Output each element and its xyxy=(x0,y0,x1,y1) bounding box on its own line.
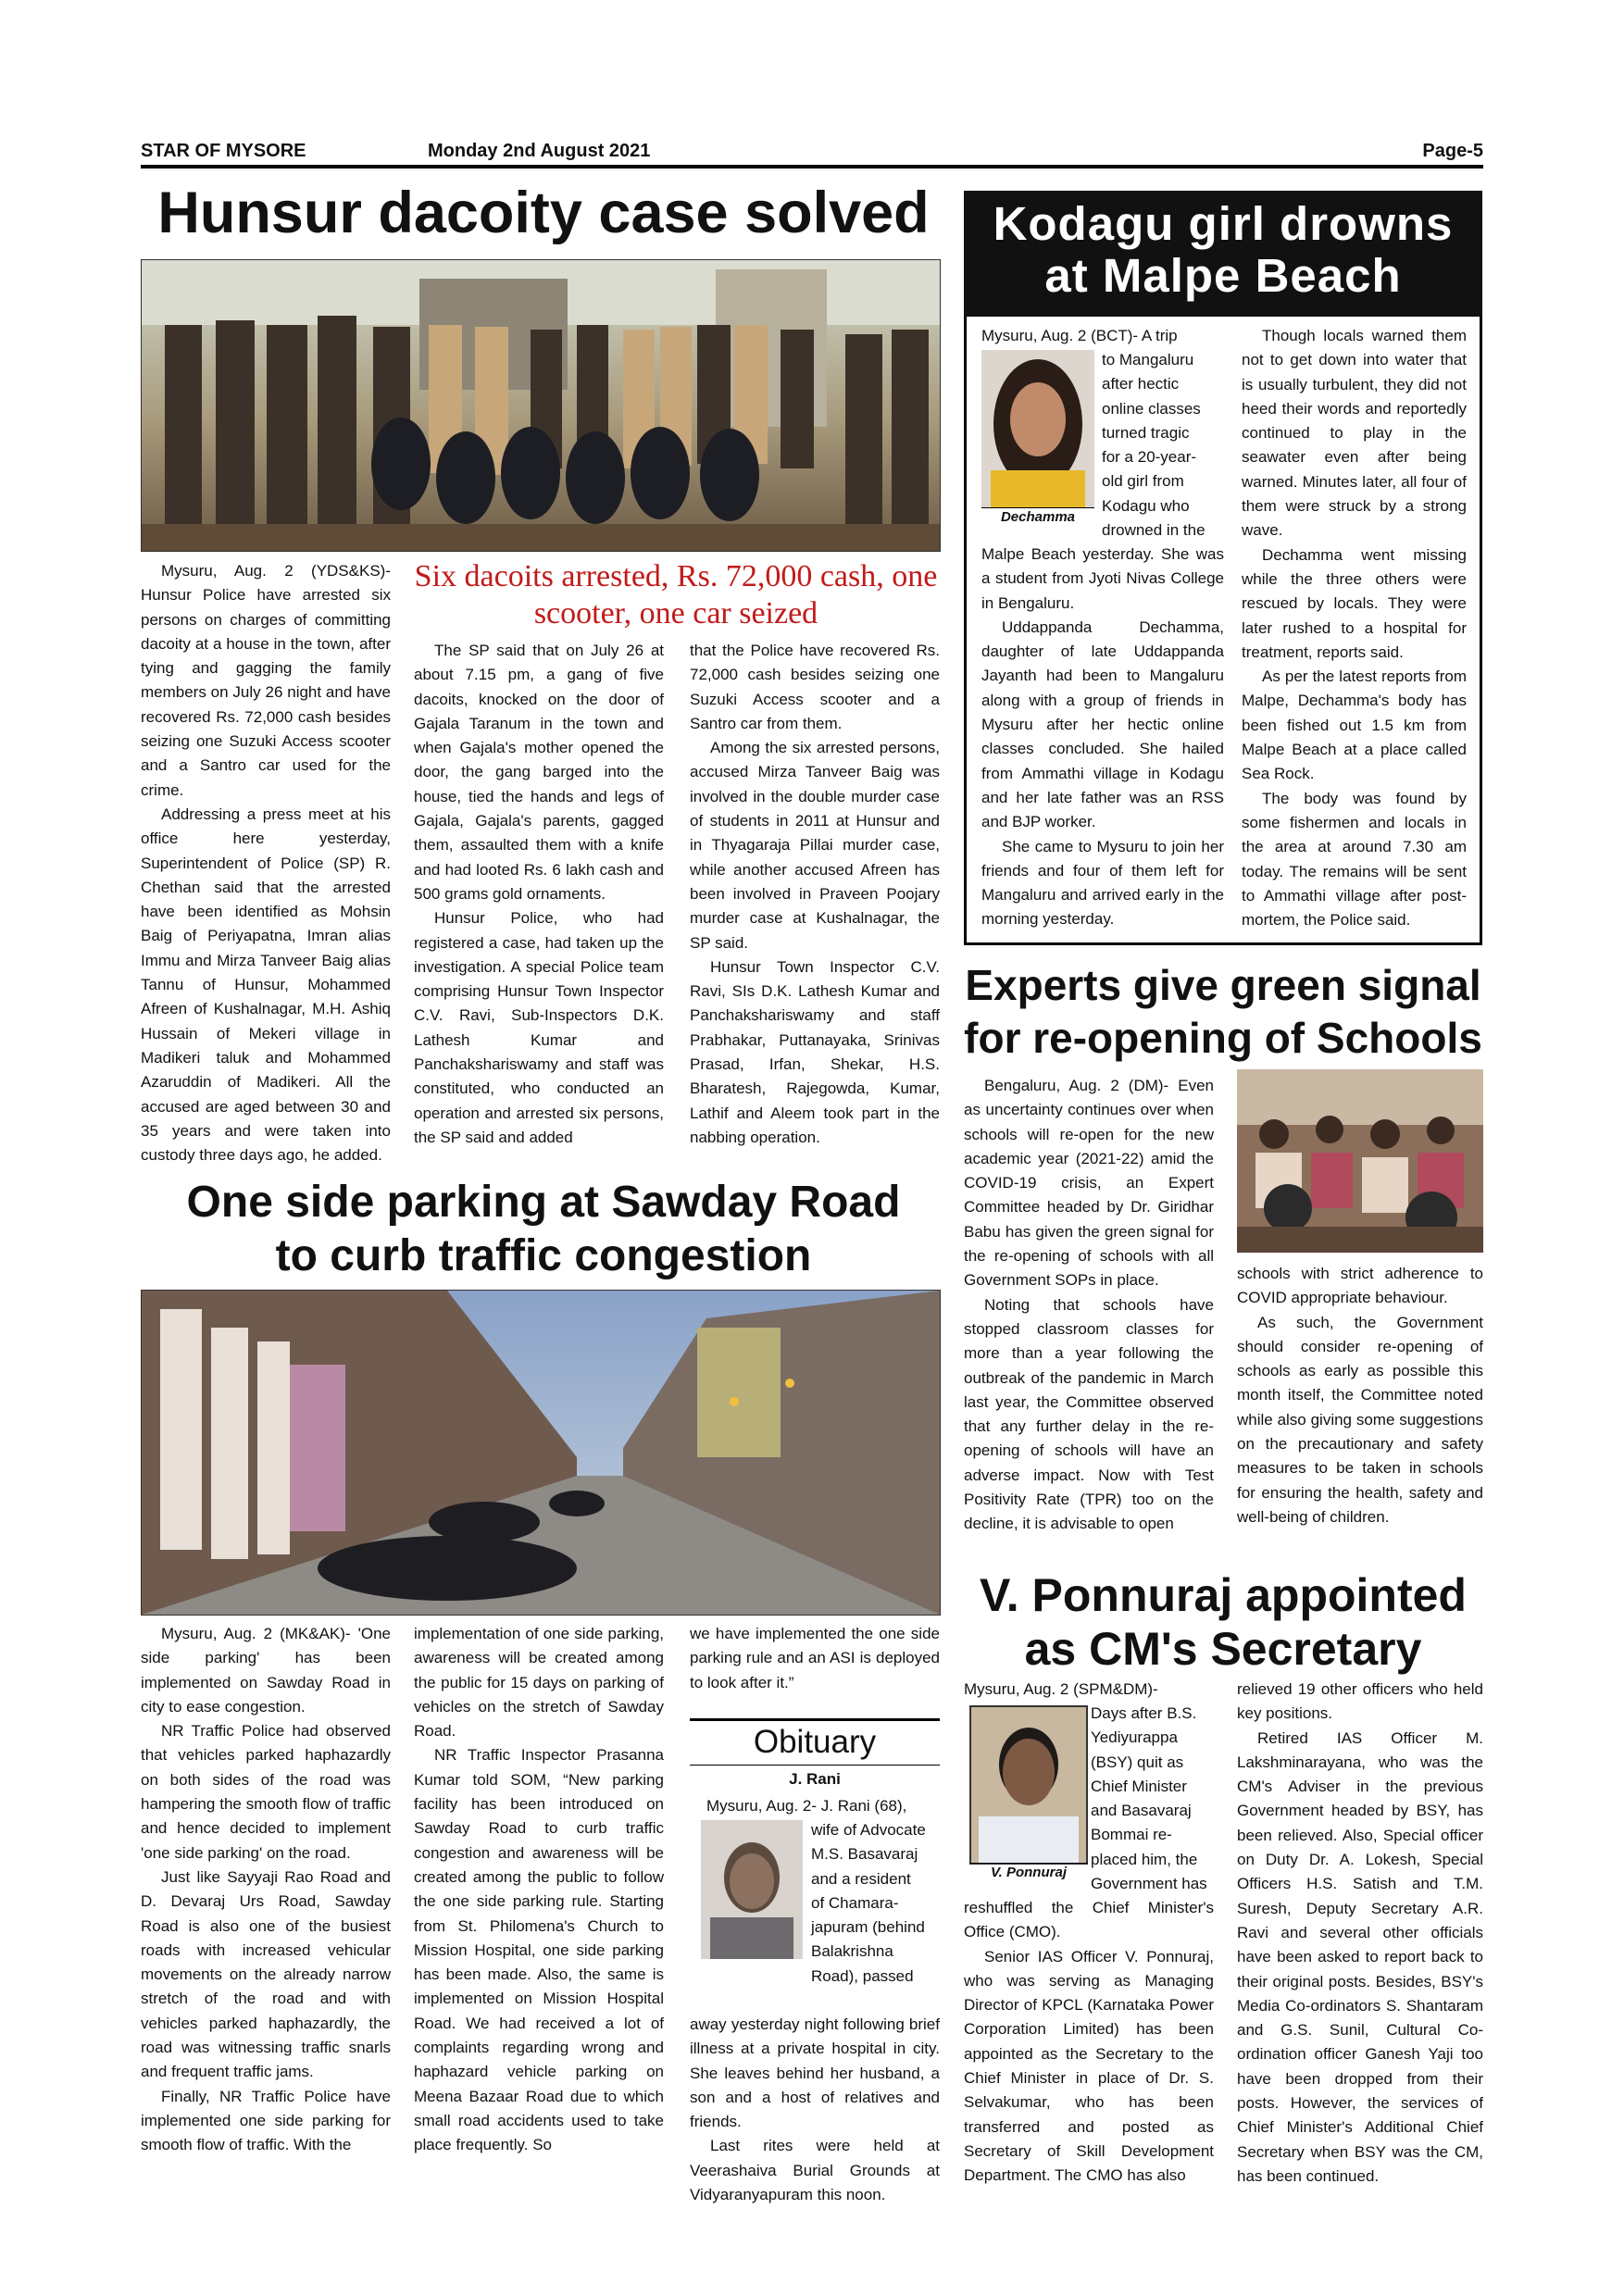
wrap-line: Mysuru, Aug. 2- J. Rani (68), xyxy=(706,1797,907,1815)
dechamma-photo-caption: Dechamma xyxy=(981,507,1094,525)
wrap-line: Road), passed xyxy=(811,1966,914,1985)
hunsur-column-2 xyxy=(414,639,664,1170)
wrap-line: and a resident xyxy=(811,1869,911,1888)
paragraph: She came to Mysuru to join her friends and four of them left for Mangaluru and arrived early in the morning yesterday. xyxy=(981,837,1224,929)
wrap-line: (BSY) quit as xyxy=(1091,1753,1184,1771)
ponnuraj-photo xyxy=(969,1705,1088,1865)
headline-schools xyxy=(964,959,1482,1065)
sawday-road-photo xyxy=(141,1290,941,1616)
headline-parking-line1: One side parking at Sawday Road xyxy=(186,1178,901,1227)
paragraph: Hunsur Town Inspector C.V. Ravi, SIs D.K. Lathesh Kumar and Panchakshariswamy and staff Prabhakar, Puttanayaka, Srinivas Prasad, Irfan, Shekar, H.S. Bharatesh, Rajegowda, Kumar, Lathif and Aleem took part in the nabbing operation. xyxy=(690,957,940,1146)
paragraph: As per the latest reports from Malpe, Dechamma's body has been fished out 1.5 km from Malpe Beach at a place called Sea Rock. xyxy=(1242,668,1467,783)
ponnuraj-column-2 xyxy=(1237,1678,1483,2196)
ponnuraj-dateline xyxy=(964,1678,1214,1702)
ponnuraj-photo-caption: V. Ponnuraj xyxy=(969,1863,1088,1880)
obituary-dateline xyxy=(706,1794,940,1818)
page-number: Page-5 xyxy=(1422,141,1483,161)
paragraph: implementation of one side parking, awareness will be created among the public for 15 days on parking of vehicles on the stretch of Sawday Road. xyxy=(414,1625,664,1741)
paragraph: Among the six arrested persons, accused Mirza Tanveer Baig was involved in the double murder case of students in 2011 at Hunsur and in Thyagaraja Pillai murder case, while another accused Afreen has been involved in Praveen Poojary murder case at Kushalnagar, the SP said. xyxy=(690,739,940,952)
ponnuraj-column-1 xyxy=(964,1896,1214,2192)
wrap-line: Yediyurappa xyxy=(1091,1728,1178,1747)
wrap-line: and Basavaraj xyxy=(1091,1802,1192,1820)
headline-kodagu-line1: Kodagu girl drowns xyxy=(993,197,1454,250)
paragraph: Hunsur Police, who had registered a case, had taken up the investigation. A special Police team comprising Hunsur Town Inspector C.V. Ravi, Sub-Inspectors D.K. Lathesh Kumar and Panchakshariswamy and staff was constituted, who conducted an operation and arrested six persons, the SP said and added xyxy=(414,909,664,1146)
kodagu-column-2 xyxy=(1242,324,1467,935)
dechamma-photo xyxy=(981,350,1094,507)
headline-ponnuraj-line2: as CM's Secretary xyxy=(1024,1623,1422,1675)
paragraph: The body was found by some fishermen and locals in the area at around 7.30 am today. The remains will be sent to Ammathi village after post-mortem, the Police said. xyxy=(1242,789,1467,930)
paragraph: Mysuru, Aug. 2 (YDS&KS)- Hunsur Police have arrested six persons on charges of committing dacoity at a house in the town, after tying and gagging the family members on July 26 night and have recovered Rs. 72,000 cash besides seizing one Suzuki Access scooter and a Santro car used for the crime. xyxy=(141,562,391,799)
paragraph: away yesterday night following brief illness at a private hospital in city. She leaves behind her husband, a son and a host of relatives and friends. xyxy=(690,2015,940,2131)
wrap-line: Government has xyxy=(1091,1875,1207,1893)
wrap-line: to Mangaluru xyxy=(1102,351,1194,368)
headline-ponnuraj-line1: V. Ponnuraj appointed xyxy=(980,1569,1467,1621)
paragraph: NR Traffic Inspector Prasanna Kumar told SOM, “New parking facility has been introduced on Sawday Road to curb traffic congestion and awareness will be created among the public to follow the one side parking rule. Starting from St. Philomena's Church to Mission Hospital, one side parking has been made. Also, the same is implemented on Mission Hospital Road. We had received a lot of complaints regarding wrong and haphazard vehicle parking on Meena Bazaar Road due to which small road accidents used to take place frequently. So xyxy=(414,1746,664,2154)
paragraph: Just like Sayyaji Rao Road and D. Devaraj Urs Road, Sawday Road is also one of the busiest roads with increased vehicular movements on the already narrow stretch of the road and with vehicles parked haphazardly, the road was witnessing traffic snarls and frequent traffic jams. xyxy=(141,1867,391,2081)
paragraph: The SP said that on July 26 at about 7.15 pm, a gang of five dacoits, knocked on the door of Gajala Taranum in the town and when Gajala's mother opened the door, the gang barged into the house, tied the hands and legs of Gajala, Gajala's parents, gagged them, assaulted them with a knife and had looted Rs. 6 lakh cash and 500 grams gold ornaments. xyxy=(414,642,664,903)
obituary-title: Obituary xyxy=(753,1724,877,1760)
obituary-name: J. Rani xyxy=(789,1770,841,1788)
paragraph: Uddappanda Dechamma, daughter of late Uddappanda Jayanth had been to Mangaluru along with a group of friends in Mysuru after her hectic online classes concluded. She hailed from Ammathi village in Kodagu and her late father was an RSS and BJP worker. xyxy=(981,618,1224,831)
kodagu-wrap-text xyxy=(1102,348,1224,543)
headline-schools-line1: Experts give green signal xyxy=(965,961,1481,1009)
wrap-line: japuram (behind xyxy=(811,1918,925,1937)
wrap-line: old girl from xyxy=(1102,472,1184,491)
paragraph: As such, the Government should consider re-opening of schools as early as possible this month itself, the Committee noted while also giving some suggestions on the precautionary and safety measures to be taken in schools for ensuring the health, safety and well-being of children. xyxy=(1237,1313,1483,1526)
wrap-line: of Chamara- xyxy=(811,1893,899,1912)
paragraph: Addressing a press meet at his office here yesterday, Superintendent of Police (SP) R. Chethan said that the arrested have been identified as Mohsin Baig of Periyapatna, Imran alias Immu and Mirza Tanveer Baig alias Tannu of Hunsur, Mohammed Afreen of Kushalnagar, M.H. Ashiq Hussain of Mekeri village in Madikeri taluk and Mohammed Azaruddin of Madikeri. All the accused are aged between 30 and 35 years and were taken into custody three days ago, he added. xyxy=(141,805,391,1165)
parking-column-1 xyxy=(141,1622,391,2177)
header-rule xyxy=(141,165,1483,168)
wrap-line: Balakrishna xyxy=(811,1942,893,1961)
j-rani-photo xyxy=(701,1820,803,1959)
paragraph: Last rites were held at Veerashaiva Burial Grounds at Vidyaranyapuram this noon. xyxy=(690,2137,940,2204)
parking-column-2 xyxy=(414,1622,664,2177)
headline-ponnuraj xyxy=(964,1568,1482,1676)
wrap-line: Bommai re- xyxy=(1091,1826,1172,1844)
headline-parking xyxy=(141,1176,946,1283)
paragraph: Senior IAS Officer V. Ponnuraj, who was serving as Managing Director of KPCL (Karnataka Power Corporation Limited) has been appointed as the Secretary to the Chief Minister in place of Dr. S. Selvakumar, who has been transferred and posted as Secretary of Skill Development Department. The CMO has also xyxy=(964,1947,1214,2185)
ponnuraj-wrap-text xyxy=(1091,1702,1216,1896)
wrap-line: M.S. Basavaraj xyxy=(811,1845,918,1864)
subhead-hunsur: Six dacoits arrested, Rs. 72,000 cash, one scooter, one car seized xyxy=(414,559,938,630)
paragraph: NR Traffic Police had observed that vehicles parked haphazardly on both sides of the road was hampering the smooth flow of traffic and hence decided to implement 'one side parking' on the road. xyxy=(141,1722,391,1862)
wrap-line: wife of Advocate xyxy=(811,1821,926,1839)
hunsur-column-3 xyxy=(690,639,940,1170)
paragraph: relieved 19 other officers who held key positions. xyxy=(1237,1680,1483,1723)
obituary-top-rule xyxy=(690,1718,940,1721)
paragraph: we have implemented the one side parking rule and an ASI is deployed to look after it.” xyxy=(690,1625,940,1691)
issue-date: Monday 2nd August 2021 xyxy=(428,141,651,161)
dateline: Mysuru, Aug. 2 (BCT)- A trip xyxy=(981,327,1178,344)
paragraph: Noting that schools have stopped classroom classes for more than a year following the outbreak of the pandemic in March last year, the Committee observed that any further delay in the re-opening of schools will have an adverse impact. Now with Test Positivity Rate (TPR) too on the decline, it is advisable to open xyxy=(964,1295,1214,1533)
wrap-line: Kodagu who xyxy=(1102,496,1190,515)
paragraph: Though locals warned them not to get down into water that is usually turbulent, they did not heed their words and reportedly continued to play in the seawater even after being warned. Minutes later, all four of them were struck by a strong wave. xyxy=(1242,327,1467,540)
schools-column-2 xyxy=(1237,1262,1483,1558)
headline-kodagu-line2: at Malpe Beach xyxy=(1044,249,1402,303)
obituary-body xyxy=(690,2013,940,2204)
wrap-line: Chief Minister xyxy=(1091,1777,1187,1795)
paragraph: that the Police have recovered Rs. 72,000 cash besides seizing one Suzuki Access scooter and a Santro car from them. xyxy=(690,642,940,732)
paragraph: schools with strict adherence to COVID appropriate behaviour. xyxy=(1237,1265,1483,1307)
wrap-line: after hectic xyxy=(1102,375,1180,393)
hunsur-dacoits-photo xyxy=(141,259,941,552)
paragraph: Malpe Beach yesterday. She was a student from Jyoti Nivas College in Bengaluru. xyxy=(981,545,1224,612)
classroom-photo xyxy=(1237,1069,1483,1253)
paragraph: reshuffled the Chief Minister's Office (CMO). xyxy=(964,1899,1214,1941)
wrap-line: drowned in the xyxy=(1102,521,1206,540)
headline-hunsur: Hunsur dacoity case solved xyxy=(157,181,930,245)
schools-column-1 xyxy=(964,1074,1214,1555)
paragraph: Dechamma went missing while the three others were rescued by locals. They were later rushed to a hospital for treatment, reports said. xyxy=(1242,545,1467,661)
wrap-line: turned tragic xyxy=(1102,423,1190,442)
wrap-line: placed him, the xyxy=(1091,1850,1198,1868)
paragraph: Retired IAS Officer M. Lakshminarayana, who was the CM's Adviser in the previous Government headed by BSY, has been relieved. Also, Special officer on Duty Dr. A. Lokesh, Special Officers H.S. Satish and T.M. Suresh, Deputy Secretary A.R. Ravi and several other officials have been asked to report back to their original posts. Besides, BSY's Media Co-ordinators S. Shantaram and G.S. Sunil, Cultural Co-ordination officer Ganesh Yaji too have been dropped from their posts. However, the services of Chief Minister's Additional Chief Secretary when BSY was the CM, has been continued. xyxy=(1237,1728,1483,2185)
hunsur-column-1 xyxy=(141,559,391,1170)
masthead-paper-name: STAR OF MYSORE xyxy=(141,141,306,161)
headline-parking-line2: to curb traffic congestion xyxy=(275,1231,812,1280)
kodagu-column-1 xyxy=(981,543,1224,931)
kodagu-dateline xyxy=(981,324,1224,348)
paragraph: Finally, NR Traffic Police have implemented one side parking for smooth flow of traffic. With the xyxy=(141,2087,391,2154)
kodagu-headline-band xyxy=(964,191,1482,317)
parking-column-3 xyxy=(690,1622,940,1705)
wrap-line: Days after B.S. xyxy=(1091,1704,1197,1722)
wrap-line: online classes xyxy=(1102,399,1201,418)
obituary-wrap-text xyxy=(811,1818,940,1989)
wrap-line: for a 20-year- xyxy=(1102,448,1197,467)
headline-schools-line2: for re-opening of Schools xyxy=(964,1014,1482,1062)
paragraph: Bengaluru, Aug. 2 (DM)- Even as uncertainty continues over when schools will re-open for the new academic year (2021-22) amid the COVID-19 crisis, an Expert Committee headed by Dr. Giridhar Babu has given the green signal for the re-opening of schools with all Government SOPs in place. xyxy=(964,1077,1214,1290)
paragraph: Mysuru, Aug. 2 (MK&AK)- 'One side parking' has been implemented on Sawday Road in city to ease congestion. xyxy=(141,1625,391,1716)
obituary-title-rule xyxy=(690,1765,940,1766)
dateline: Mysuru, Aug. 2 (SPM&DM)- xyxy=(964,1680,1158,1698)
